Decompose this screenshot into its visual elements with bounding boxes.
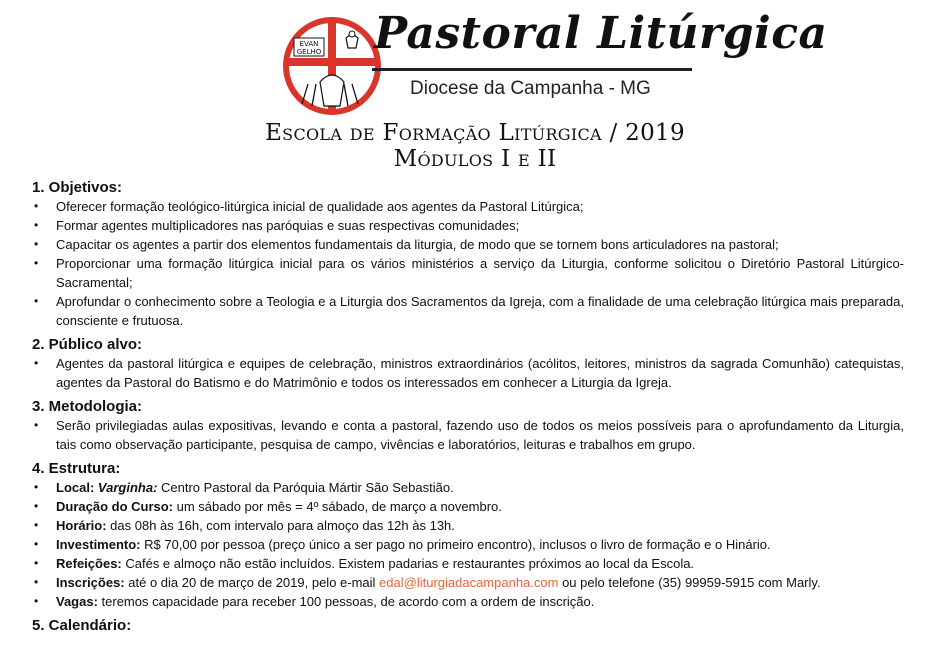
list-item-refeicoes — [32, 554, 904, 573]
metodologia-list — [32, 416, 904, 454]
item-text: Centro Pastoral da Paróquia Mártir São Sebastião. — [157, 480, 454, 495]
item-text: um sábado por mês = 4º sábado, de março a novembro. — [173, 499, 502, 514]
brand-title: Pastoral Litúrgica — [374, 8, 828, 59]
diocese-subtitle: Diocese da Campanha - MG — [410, 78, 651, 99]
header — [282, 6, 828, 114]
document-body — [32, 178, 904, 640]
item-label: Investimento: — [56, 537, 141, 552]
section-heading: 3. Metodologia: — [32, 398, 142, 415]
section-metodologia — [32, 397, 904, 454]
item-label: Duração do Curso: — [56, 499, 174, 514]
list-item-duracao — [32, 497, 904, 516]
list-item-investimento — [32, 535, 904, 554]
section-heading: 4. Estrutura: — [32, 460, 121, 477]
list-item-local — [32, 478, 904, 497]
item-text: teremos capacidade para receber 100 pessoas, de acordo com a ordem de inscrição. — [97, 594, 595, 609]
section-calendario — [32, 616, 904, 635]
list-item: • Formar agentes multiplicadores nas paróquias e suas respectivas comunidades; — [32, 216, 904, 235]
item-text: Cafés e almoço não estão incluídos. Existem padarias e restaurantes próximos ao local da Escola. — [121, 556, 695, 571]
pastoral-logo-icon — [282, 16, 382, 116]
email-link[interactable]: edal@liturgiadacampanha.com — [379, 575, 559, 590]
section-heading: 2. Público alvo: — [32, 336, 143, 353]
item-label: Inscrições: — [56, 575, 125, 590]
title-line-2: Módulos I e II — [393, 146, 557, 172]
list-item: • Aprofundar o conhecimento sobre a Teologia e a Liturgia dos Sacramentos da Igreja, com a finalidade de uma celebração litúrgica mais preparada, consciente e frutuosa. — [32, 292, 904, 330]
item-text: R$ 70,00 por pessoa (preço único a ser pago no primeiro encontro), inclusos o livro de formação e o Hinário. — [140, 537, 771, 552]
section-publico — [32, 335, 904, 392]
section-heading: 5. Calendário: — [32, 617, 132, 634]
list-item-vagas — [32, 592, 904, 611]
list-item: • Oferecer formação teológico-litúrgica inicial de qualidade aos agentes da Pastoral Litúrgica; — [32, 197, 904, 216]
list-item-inscricoes — [32, 573, 904, 592]
estrutura-list — [32, 478, 904, 611]
item-city: Varginha: — [97, 480, 158, 495]
brand-underline — [372, 68, 692, 71]
list-item: • Proporcionar uma formação litúrgica inicial para os vários ministérios a serviço da Liturgia, conforme solicitou o Diretório Pastoral Litúrgico-Sacramental; — [32, 254, 904, 292]
list-item-horario — [32, 516, 904, 535]
item-text: até o dia 20 de março de 2019, pelo e-mail — [124, 575, 380, 590]
logo-text-line1: EVAN — [299, 40, 319, 48]
logo-text-line2: GELHO — [296, 48, 322, 56]
item-label: Vagas: — [56, 594, 98, 609]
objetivos-list — [32, 197, 904, 330]
title-line-1: Escola de Formação Litúrgica / 2019 — [265, 120, 685, 146]
item-label: Refeições: — [56, 556, 122, 571]
section-objetivos — [32, 178, 904, 330]
document-title — [0, 120, 950, 172]
item-label: Local: — [56, 480, 95, 495]
item-text: ou pelo telefone (35) 99959-5915 com Marly. — [558, 575, 821, 590]
section-heading: 1. Objetivos: — [32, 179, 123, 196]
item-label: Horário: — [56, 518, 107, 533]
section-estrutura — [32, 459, 904, 611]
publico-list — [32, 354, 904, 392]
list-item: • Serão privilegiadas aulas expositivas, levando e conta a pastoral, fazendo uso de todos os meios possíveis para o aprofundamento da Liturgia, tais como observação participante, pesquisa de campo, vivências e laboratórios, leituras e trabalhos em grupo. — [32, 416, 904, 454]
list-item: • Agentes da pastoral litúrgica e equipes de celebração, ministros extraordinários (acólitos, leitores, ministros da sagrada Comunhão) catequistas, agentes da Pastoral do Batismo e do Matrimônio e todos os interessados em conhecer a Liturgia da Igreja. — [32, 354, 904, 392]
item-text: das 08h às 16h, com intervalo para almoço das 12h às 13h. — [106, 518, 455, 533]
list-item: • Capacitar os agentes a partir dos elementos fundamentais da liturgia, de modo que se tornem bons articuladores na pastoral; — [32, 235, 904, 254]
